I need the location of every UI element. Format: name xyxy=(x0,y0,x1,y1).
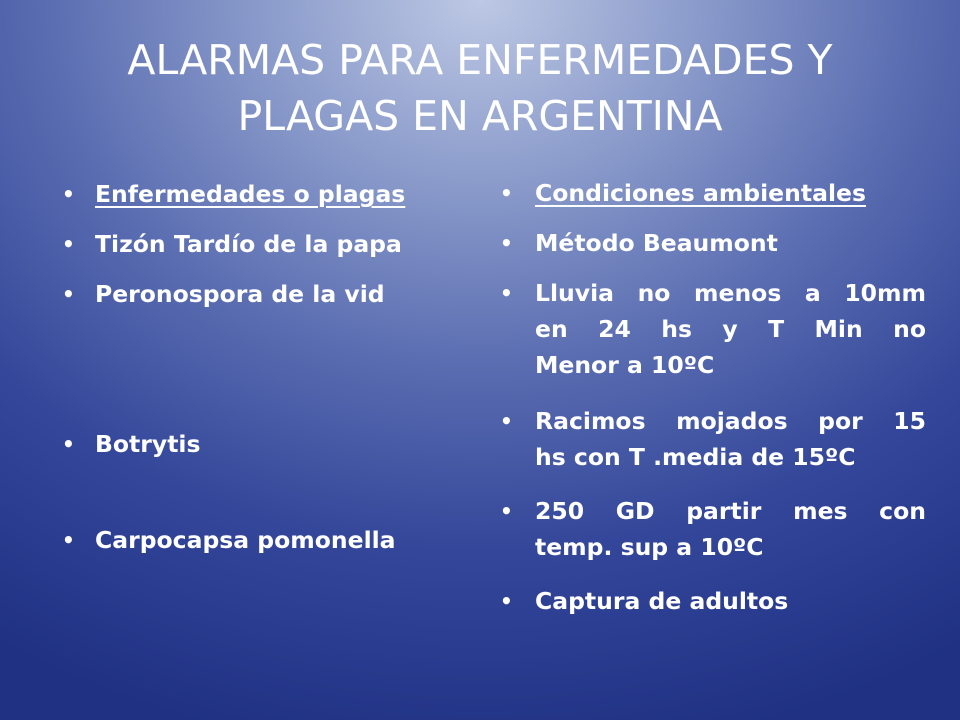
list-item-line: temp. sup a 10ºC xyxy=(535,533,764,561)
list-item xyxy=(500,225,926,261)
list-item xyxy=(500,275,926,383)
right-bullet-list xyxy=(500,0,926,720)
list-item-label: Carpocapsa pomonella xyxy=(95,526,396,554)
list-item-label: Método Beaumont xyxy=(535,229,778,257)
list-item-line: en 24 hs y T Min no xyxy=(535,315,926,343)
bullet-icon: • xyxy=(500,589,513,613)
list-item-line: Menor a 10ºC xyxy=(535,351,715,379)
slide-title-line-2: PLAGAS EN ARGENTINA xyxy=(237,92,723,140)
list-item-line: Racimos mojados por 15 xyxy=(535,407,926,435)
list-item-header-enfermedades xyxy=(62,176,405,212)
list-item xyxy=(500,403,926,475)
bullet-icon: • xyxy=(500,499,513,523)
list-item-line: Lluvia no menos a 10mm xyxy=(535,279,926,307)
left-bullet-list xyxy=(62,0,462,720)
list-item xyxy=(62,276,385,312)
list-item-header-condiciones xyxy=(500,175,926,211)
bullet-icon: • xyxy=(62,232,75,256)
column-header-right: Condiciones ambientales xyxy=(535,179,866,207)
list-item-line: 250 GD partir mes con xyxy=(535,497,926,525)
bullet-icon: • xyxy=(62,528,75,552)
list-item-label: Peronospora de la vid xyxy=(95,280,385,308)
bullet-icon: • xyxy=(62,182,75,206)
list-item xyxy=(62,226,402,262)
column-header-left: Enfermedades o plagas xyxy=(95,180,406,208)
bullet-icon: • xyxy=(500,231,513,255)
bullet-icon: • xyxy=(500,409,513,433)
bullet-icon: • xyxy=(500,181,513,205)
list-item-line: hs con T .media de 15ºC xyxy=(535,443,856,471)
list-item xyxy=(500,583,926,619)
list-item-label: Tizón Tardío de la papa xyxy=(95,230,402,258)
list-item-label: Botrytis xyxy=(95,430,201,458)
list-item-label: Captura de adultos xyxy=(535,587,789,615)
bullet-icon: • xyxy=(500,281,513,305)
list-item xyxy=(62,426,200,462)
bullet-icon: • xyxy=(62,432,75,456)
bullet-icon: • xyxy=(62,282,75,306)
list-item xyxy=(500,493,926,565)
slide-title-line-1: ALARMAS PARA ENFERMEDADES Y xyxy=(127,36,833,84)
list-item xyxy=(62,522,396,558)
